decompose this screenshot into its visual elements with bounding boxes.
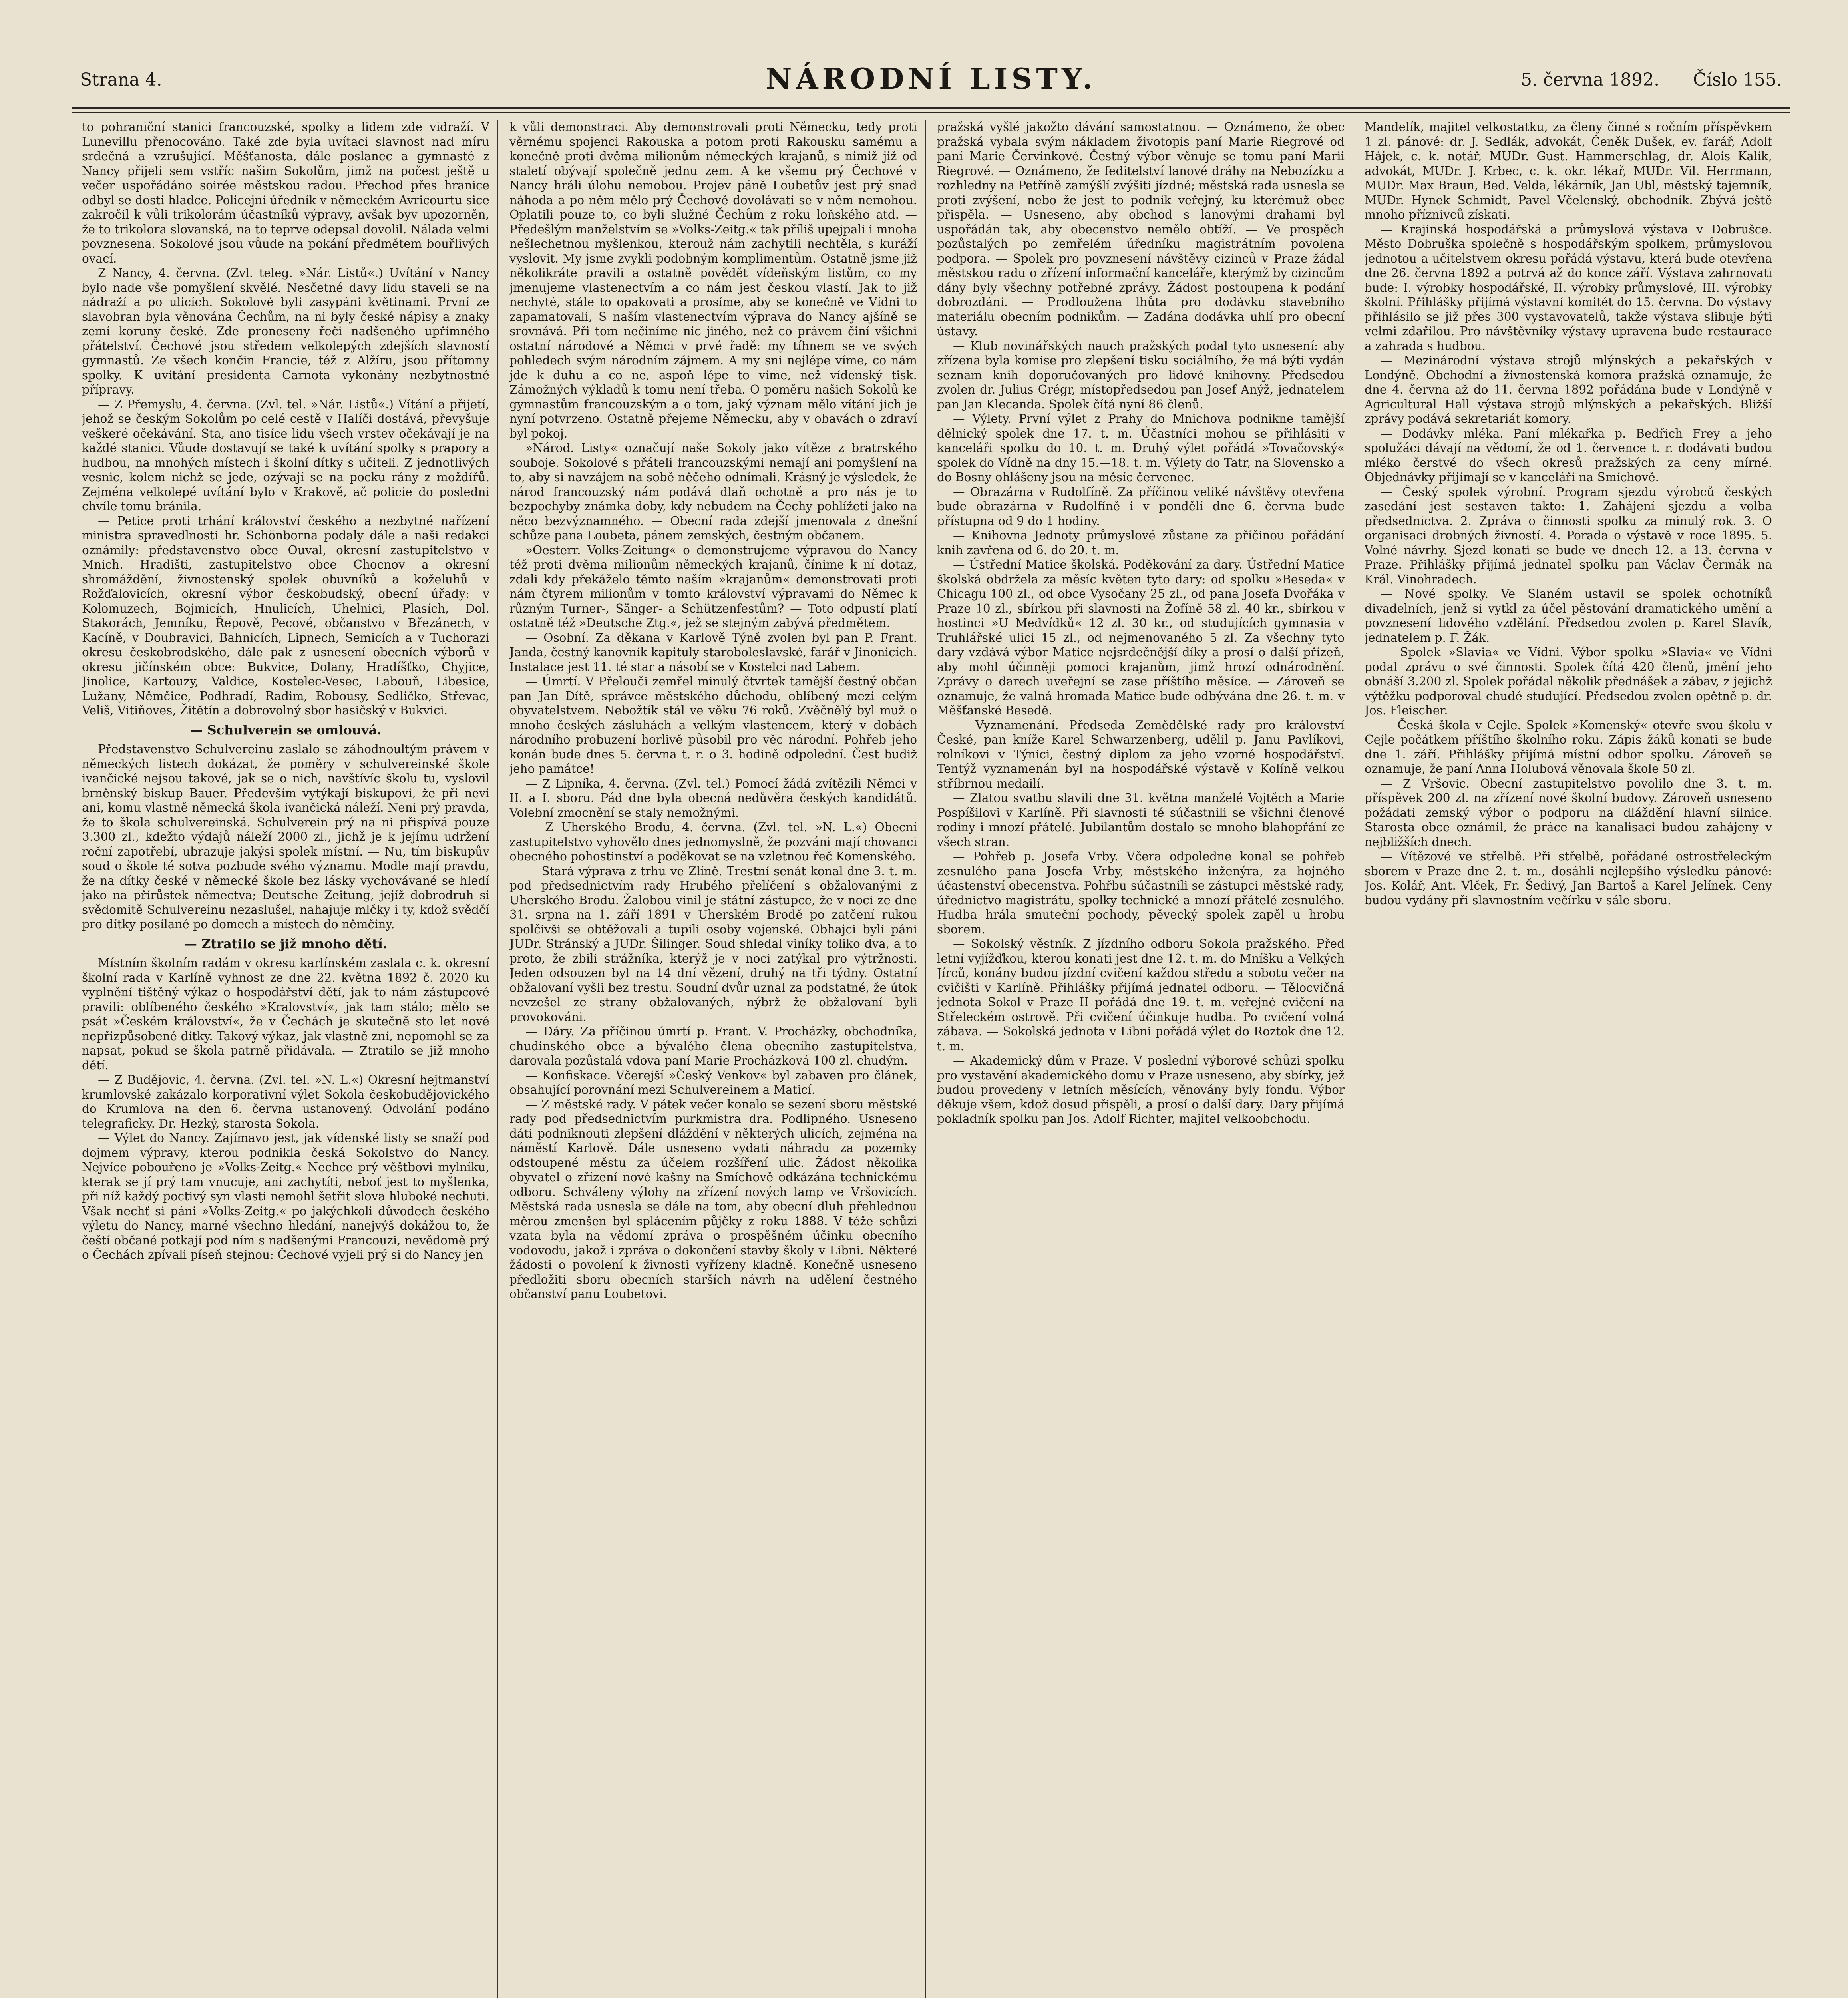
- issue-date: 5. června 1892.: [1521, 70, 1660, 90]
- masthead-title: NÁRODNÍ LISTY.: [765, 62, 1097, 96]
- article-paragraph: — Pohřeb p. Josefa Vrby. Včera odpoledne konal se pohřeb zesnulého pana Josefa Vrby, městského inženýra, za hojného účastenství obecenstva. Pohřbu súčastnili se zástupci městské rady, úřednictvo magistrátu, spolky technické a mnozí přátelé zesnulého. Hudba hrála smuteční pochody, pěvecký spolek zapěl u hrobu sborem.: [937, 850, 1345, 936]
- article-paragraph: k vůli demonstraci. Aby demonstrovali proti Německu, tedy proti věrnému spojenci Rakouska a potom proti Rakousku samému a konečně proti dvěma milionům německých krajanů, s nimiž již od staletí obývají společně jednu zem. A ke všemu prý Čechové v Nancy hráli úlohu nemobou. Projev páně Loubetův jest prý snad náhoda a po něm mělo prý Čechově dovolávati se v něm nemohou. Oplatili pouze to, co byli služné Čechům z roku loňského atd. — Předešlým manželstvím se »Volks-Zeitg.« tak příliš upejpali i mnoha nešlechetnou myšlenkou, kterouž nám zachytili nechtěla, s kuráží vyslovit. My jsme zvykli podobným komplimentům. Ostatně jsme již několikráte pravili a ostatně povědět vídeňským listům, co my jmenujeme vlastenectvím a co nám jest českou vlastí. Jak to již nechyté, stále to opakovati a prosíme, aby se konečně ve Vídni to zapamatovali, S naším vlastenectvím výprava do Nancy ajšíně se srovnává. Při tom nečiníme nic jiného, než co právem činí všichni ostatní národové a Němci v prvé řadě: my tíhnem se ve svých pohledech svým národním zájmem. A my sni nejlépe víme, co nám jde k duhu a co ne, aspoň lépe to víme, než vídenský tisk. Zámožných výkladů k tomu není třeba. O poměru našich Sokolů ke gymnastům francouzským a o tom, jaký význam mělo vítání jich je nyní potvrzeno. Ostatně přejeme Německu, aby v obavách o zdraví byl pokoj.: [509, 120, 917, 440]
- article-paragraph: — Dáry. Za příčinou úmrtí p. Frant. V. Procházky, obchodníka, chudinského obce a bývalého člena obecního zastupitelstva, darovala pozůstalá vdova paní Marie Procházková 100 zl. chudým.: [509, 1025, 917, 1067]
- article-paragraph: — Stará výprava z trhu ve Zlíně. Trestní senát konal dne 3. t. m. pod předsednictvím rady Hrubého přelíčení s obžalovanými z Uherského Brodu. Žalobou vinil je státní zástupce, že v noci ze dne 31. srpna na 1. září 1891 v Uherském Brodě po zatčení rukou spolčivši se obtěžovali a tupili osoby vojenské. Obhajci byli páni JUDr. Stránský a JUDr. Šilinger. Soud shledal viníky toliko dva, a to proto, že zbili strážníka, kterýž je v noci zatýkal pro výtržnosti. Jeden odsouzen byl na 14 dní vězení, druhý na tři týdny. Ostatní obžalovaní vyšli bez trestu. Soudní dvůr uznal za podstatné, že útok nevzešel ze strany obžalovaných, nýbrž že obžalovaní byli provokováni.: [509, 864, 917, 1024]
- section-heading: — Ztratilo se již mnoho dětí.: [184, 936, 388, 951]
- article-paragraph: — Z Budějovic, 4. června. (Zvl. tel. »N. L.«) Okresní hejtmanství krumlovské zakázalo korporativní výlet Sokola českobudějovického do Krumlova na den 6. června ustanovený. Odvolání podáno telegraficky. Dr. Hezký, starosta Sokola.: [82, 1073, 489, 1130]
- article-paragraph: to pohraniční stanici francouzské, spolky a lidem zde vidraží. V Lunevillu přenocováno. Také zde byla uvítaci slavnost nad míru srdečná a vzrušující. Měšťanosta, dále poslanec a gymnasté z Nancy přijeli sem vstříc našim Sokolům, jimž na počest ještě u večer uspořádáno soirée městskou radou. Přechod přes hranice odbyl se dosti hladce. Policejní úředník v německém Avricourtu sice zakročil k vůli trikolorám účastníků výpravy, avšak byv upozorněn, že to trikolora slovanská, na to teprve odepsal dovolil. Nálada velmi povznesena. Sokolové jsou vůude na pokání předmětem bouřlivých ovací.: [82, 120, 489, 265]
- article-paragraph: Místním školním radám v okresu karlínském zaslala c. k. okresní školní rada v Karlíně vyhnost ze dne 22. května 1892 č. 2020 ku vyplnění tištěný výkaz o hospodářství dětí, jak to nám zástupcové pravili: oblíbeného českého »Kralovství«, jak tam stálo; mělo se psát »Českém království«, že v Čechách je skutečně sto let nové nepřizpůsobené dítky. Takový výkaz, jak vlastně zní, nepomohl se za napsat, pokud se škola patrně přidávala. — Ztratilo se již mnoho dětí.: [82, 956, 489, 1072]
- article-paragraph: »Oesterr. Volks-Zeitung« o demonstrujeme výpravou do Nancy též proti dvěma milionům německých krajanů, čínime k ní dotaz, zdali kdy překáželo těmto naším »krajanům« demonstrovati proti nám čtyrem milionům v tomto království výpravami do Němec k různým Turner-, Sänger- a Schützenfestům? — Toto odpustí platí ostatně též »Deutsche Ztg.«, jež se stejným zabývá předmětem.: [509, 543, 917, 630]
- article-paragraph: Představenstvo Schulvereinu zaslalo se záhodnoultým právem v německých listech dokázat, že poměry v schulvereinské škole ivančické nejsou takové, jak se o nich, navštívíc školu tu, vyslovil brněnský biskup Bauer. Především vytýkají biskupovi, že při nevi ani, komu vlastně německá škola ivančická náleží. Neni prý pravda, že to škola schulvereinská. Schulverein prý na ni přispívá pouze 3.300 zl., kdežto výdajů náleží 2000 zl., jichž je k jejímu udržení roční zapotřebí, ubrazuje jakýsi spolek místní. — Nu, tím biskupův soud o škole té sotva pozbude svého významu. Modle mají pravdu, že na dítky české v německé škole bez lásky vychovávané se hledí jako na přírůstek němectva; Deutsche Zeitung, jejíž dobrodruh si svědomitě Schulvereinu nezaslušel, nahajuje mlčky i ty, kdož svědčí pro dítky posílané po domech a místech do němčiny.: [82, 742, 489, 931]
- article-paragraph: — Krajinská hospodářská a průmyslová výstava v Dobrušce. Město Dobruška společně s hospodářským spolkem, průmyslovou jednotou a učitelstvem okresu pořádá výstavu, která bude otevřena dne 26. června 1892 a potrvá až do konce září. Výstava zahrnovati bude: I. výrobky hospodářské, II. výrobky průmyslové, III. výrobky školní. Přihlášky přijímá výstavní komitét do 15. června. Do výstavy přihlásilo se již přes 300 vystavovatelů, takže výstava slibuje býti velmi zdařilou. Pro návštěvníky výstavy upravena bude restaurace a zahrada s hudbou.: [1365, 222, 1772, 353]
- issue-number: Číslo 155.: [1693, 70, 1782, 90]
- article-paragraph: — Dodávky mléka. Paní mlékařka p. Bedřich Frey a jeho spolužáci dávají na vědomí, že od 1. července t. r. dodávati budou mléko čerstvé do všech okresů pražských za ceny mírné. Objednávky přijímají se v kanceláři na Smíchově.: [1365, 426, 1772, 484]
- article-paragraph: — Zlatou svatbu slavili dne 31. května manželé Vojtěch a Marie Pospíšilovi v Karlíně. Při slavnosti té súčastnili se všichni členové rodiny i mnozí přátelé. Jubilantům dostalo se mnoho blahopřání ze všech stran.: [937, 791, 1345, 849]
- article-column-3: [937, 120, 1345, 1998]
- article-paragraph: — Osobní. Za děkana v Karlově Týně zvolen byl pan P. Frant. Janda, čestný kanovník kapituly staroboleslavské, farář v Jinonicích. Instalace jest 11. té star a násobí se v Kostelci nad Labem.: [509, 631, 917, 674]
- article-paragraph: — Obrazárna v Rudolfíně. Za příčinou veliké návštěvy otevřena bude obrazárna v Rudolfíně i v pondělí dne 6. června bude přístupna od 9 do 1 hodiny.: [937, 485, 1345, 528]
- article-paragraph: Z Nancy, 4. června. (Zvl. teleg. »Nár. Listů«.) Uvítání v Nancy bylo nade vše pomyšlení skvělé. Nesčetné davy lidu staveli se na nádraží a po ulicích. Sokolové byli zasypáni květinami. První ze slavobran byla věnována Čechům, na ni byly české nápisy a znaky zemí koruny české. Zde proneseny řeči nadšeného upřímného přátelství. Čechové jsou středem velkolepých zdejších slavností gymnastů. Ze všech končin Francie, též z Alžíru, jsou přítomny spolky. K uvítání presidenta Carnota vykonány nezbytnostné přípravy.: [82, 266, 489, 396]
- section-heading: — Schulverein se omlouvá.: [190, 722, 382, 738]
- column-divider: [925, 120, 926, 1998]
- article-paragraph: — Vítězové ve střelbě. Při střelbě, pořádané ostrostřeleckým sborem v Praze dne 2. t. m., dosáhli nejlepšího výsledku pánové: Jos. Kolář, Ant. Vlček, Fr. Šedivý, Jan Bartoš a Karel Jelínek. Ceny budou vydány při slavnostním večírku v sále sboru.: [1365, 850, 1772, 907]
- article-paragraph: — Konfiskace. Včerejší »Český Venkov« byl zabaven pro článek, obsahující porovnání mezi Schulvereinem a Maticí.: [509, 1068, 917, 1097]
- article-paragraph: — Spolek »Slavia« ve Vídni. Výbor spolku »Slavia« ve Vídni podal zprávu o své činnosti. Spolek čítá 420 členů, jmění jeho obnáší 3.200 zl. Spolek pořádal několik přednášek a zábav, z jejichž výtěžku podporoval chudé studující. Předsedou zvolen opětně p. dr. Jos. Fleischer.: [1365, 645, 1772, 717]
- article-paragraph: — Vyznamenání. Předseda Zemědělské rady pro království České, pan kníže Karel Schwarzenberg, udělil p. Janu Pavlíkovi, rolníkovi v Týnici, čestný diplom za jeho vzorné hospodářství. Tentýž vyznamenán byl na hospodářské výstavě v Kolíně velkou stříbrnou medailí.: [937, 718, 1345, 790]
- article-paragraph: — Z Lipníka, 4. června. (Zvl. tel.) Pomocí žádá zvítězili Němci v II. a I. sboru. Pád dne byla obecná nedůvěra českých kandidátů. Volební zmocnění se staly nemožnými.: [509, 776, 917, 820]
- article-paragraph: Mandelík, majitel velkostatku, za členy činné s ročním příspěvkem 1 zl. pánové: dr. J. Sedlák, advokát, Čeněk Dušek, ev. farář, Adolf Hájek, c. k. notář, MUDr. Gust. Hammerschlag, dr. Alois Kalík, advokát, MUDr. J. Krbec, c. k. okr. lékař, MUDr. Vil. Herrmann, MUDr. Max Braun, Bed. Velda, lékárník, Jan Ubl, městský tajemník, MUDr. Hynek Schmidt, Pavel Včelenský, obchodník. Zbývá ještě mnoho příznivců získati.: [1365, 120, 1772, 221]
- article-column-2: [509, 120, 917, 1998]
- article-paragraph: — Z Uherského Brodu, 4. června. (Zvl. tel. »N. L.«) Obecní zastupitelstvo vyhovělo dnes jednomyslně, že pozváni mají chovanci obecného pohostinství a poděkovat se na vzletnou řeč Komenského.: [509, 820, 917, 863]
- page-header: [72, 60, 1790, 104]
- article-paragraph: — Mezinárodní výstava strojů mlýnských a pekařských v Londýně. Obchodní a živnostenská komora pražská oznamuje, že dne 4. června až do 11. června 1892 pořádána bude v Londýně v Agricultural Hall výstava strojů mlýnských a pekařských. Bližší zprávy podává sekretariát komory.: [1365, 354, 1772, 426]
- article-paragraph: — Nové spolky. Ve Slaném ustavil se spolek ochotníků divadelních, jenž si vytkl za účel pěstování dramatického umění a povznesení lidového vzdělání. Předsedou zvolen p. Karel Slavík, jednatelem p. F. Žák.: [1365, 587, 1772, 645]
- article-paragraph: — Výlety. První výlet z Prahy do Mnichova podnikne tamější dělnický spolek dne 17. t. m. Účastníci mohou se přihlásiti v kanceláři spolku do 10. t. m. Druhý výlet pořádá »Tovačovský« spolek do Vídně na dny 15.—18. t. m. Výlety do Tatr, na Slovensko a do Bosny ohlášeny jsou na měsíc červenec.: [937, 412, 1345, 484]
- article-paragraph: pražská vyšlé jakožto dávání samostatnou. — Oznámeno, že obec pražská vybala svým nákladem životopis paní Marie Riegrové od paní Marie Červinkové. Čestný výbor věnuje se tomu paní Marii Riegrové. — Oznámeno, že feditelství lanové dráhy na Nebozízku a rozhledny na Petříně zamýšlí zvýšiti jízdné; městská rada usnesla se proti zvýšení, nebo že jest to podnik veřejný, ku kterémuž obec přispěla. — Usneseno, aby obchod s lanovými drahami byl uspořádán tak, aby obecenstvo nemělo obtíží. — Ve prospěch pozůstalých po zemřelém úředníku magistrátním povolena podpora. — Spolek pro povznesení návštěvy cizinců v Praze žádal městskou radu o zřízení informační kanceláře, kterýmž by cizincům dány byly všechny potřebné zprávy. Žádost postoupena k podání dobrozdání. — Prodloužena lhůta pro dodávku stavebního materiálu obecním podnikům. — Zadána dodávka uhlí pro obecní ústavy.: [937, 120, 1345, 338]
- article-paragraph: — Z Vršovic. Obecní zastupitelstvo povolilo dne 3. t. m. příspěvek 200 zl. na zřízení nové školní budovy. Zároveň usneseno požádati zemský výbor o podporu na dláždění hlavní silnice. Starosta obce oznámil, že práce na kanalisaci budou zahájeny v nejbližších dnech.: [1365, 776, 1772, 849]
- article-paragraph: — Ústřední Matice školská. Poděkování za dary. Ústřední Matice školská obdržela za měsíc květen tyto dary: od spolku »Beseda« v Chicagu 100 zl., od obce Vysočany 25 zl., od pana Josefa Dvořáka v Praze 10 zl., sbírkou při slavnosti na Žofíně 58 zl. 40 kr., sbírkou v hostinci »U Medvídků« 12 zl. 30 kr., od studujících gymnasia v Truhlářské ulici 15 zl., od nejmenovaného 5 zl. Za všechny tyto dary vzdává výbor Matice nejsrdečnější díky a prosí o další přízeň, aby mohl účinněji pomoci krajanům, jimž hrozí odnárodnění. Zprávy o darech uveřejní se zase příštího měsíce. — Zároveň se oznamuje, že valná hromada Matice bude odbývána dne 26. t. m. v Měšťanské Besedě.: [937, 558, 1345, 717]
- page-number: Strana 4.: [80, 70, 162, 90]
- article-paragraph: — Klub novinářských nauch pražských podal tyto usnesení: aby zřízena byla komise pro zlepšení tisku sociálního, že má býti vydán seznam knih doporučovaných pro lidové knihovny. Předsedou zvolen dr. Julius Grégr, místopředsedou pan Josef Anýž, jednatelem pan Jan Klecanda. Spolek čítá nyní 86 členů.: [937, 339, 1345, 411]
- article-column-1: [82, 120, 489, 1998]
- header-rule: [72, 107, 1790, 109]
- article-paragraph: — Výlet do Nancy. Zajímavo jest, jak vídenské listy se snaží pod dojmem výpravy, kterou podnikla česká Sokolstvo do Nancy. Nejvíce pobouřeno je »Volks-Zeitg.« Nechce prý věštbovi mylníku, kterak se jí prý tam vnucuje, ani zachytíti, neboť jest to myšlenka, při níž každý poctivý syn vlasti nemohl šetřit slova hluboké nechuti. Však nechť si páni »Volks-Zeitg.« po jakýchkoli důvodech českého výletu do Nancy, marné všechno hledání, nanejvýš dokážou to, že čeští občané potkají pod ním s nadšenými Francouzi, nevědomě prý o Čechách zpívali píseň stejnou: Čechové vyjeli prý si do Nancy jen: [82, 1131, 489, 1262]
- article-paragraph: — Akademický dům v Praze. V poslední výborové schůzi spolku pro vystavění akademického domu v Praze usneseno, aby sbírky, jež budou provedeny v letních měsících, věnovány byly fondu. Výbor děkuje všem, kdož dosud přispěli, a prosí o další dary. Dary přijímá pokladník spolku pan Jos. Adolf Richter, majitel velkoobchodu.: [937, 1054, 1345, 1126]
- article-paragraph: — Sokolský věstník. Z jízdního odboru Sokola pražského. Před letní vyjížďkou, kterou konati jest dne 12. t. m. do Mníšku a Velkých Jírců, konány budou jízdní cvičení každou středu a sobotu večer na cvičišti v Karlíně. Přihlášky přijímá jednatel odboru. — Tělocvičná jednota Sokol v Praze II pořádá dne 19. t. m. veřejné cvičení na Střeleckém ostrově. Při cvičení účinkuje hudba. Po cvičení volná zábava. — Sokolská jednota v Libni pořádá výlet do Roztok dne 12. t. m.: [937, 937, 1345, 1053]
- article-paragraph: — Z městské rady. V pátek večer konalo se sezení sboru městské rady pod předsednictvím purkmistra dra. Podlipného. Usneseno dáti podniknouti zlepšení dláždění v některých ulicích, zejména na náměstí Karlově. Dále usneseno vydati náhradu za pozemky odstoupené městu za účelem rozšíření ulic. Žádost několika obyvatel o zřízení nové kašny na Smíchově odkázána technickému odboru. Schváleny výlohy na zřízení nových lamp ve Vršovicích. Městská rada usnesla se dále na tom, aby obecní dluh přehlednou měrou zmenšen byl splácením půjčky z roku 1888. V téže schůzi vzata byla na vědomí zpráva o prospěšném účinku obecního vodovodu, jakož i zpráva o dokončení stavby školy v Libni. Některé žádosti o povolení k živnosti vyřízeny kladně. Konečně usneseno předložiti sboru obecních starších návrh na udělení čestného občanství panu Loubetovi.: [509, 1097, 917, 1301]
- article-paragraph: — Úmrtí. V Přelouči zemřel minulý čtvrtek tamější čestný občan pan Jan Dítě, správce městského důchodu, oblíbený mezi celým obyvatelstvem. Nebožtík stál ve věku 76 roků. Zvěčnělý byl muž o mnoho českých zásluhách a velkým vlastencem, který v dobách národního probuzení horlivě působil pro věc národní. Pohřeb jeho konán bude dnes 5. června t. r. o 3. hodině odpolední. Čest budiž jeho památce!: [509, 675, 917, 776]
- article-paragraph: — Petice proti trhání království českého a nezbytné nařízení ministra spravedlnosti hr. Schönborna podaly dále a naši redakci oznámily: představenstvo obce Ouval, okresní zastupitelstvo v Mnich. Hradišti, zastupitelstvo obce Chocnov a okresní shromáždění, živnostenský spolek obuvníků a koželuhů v Rožďalovicích, okresní výbor českobudský, obecní úřady: v Kolomuzech, Bojmicích, Hnulicích, Uhelnici, Plasích, Dol. Stakorách, Jemníku, Řepově, Pecové, občanstvo v Březánech, v Kacíně, v Doubravici, Bahnicích, Lipnech, Semicích a v Tuchorazi okresu českobrodského, dále pak z usnesení obecních výborů v okresu jičínském obce: Bukvice, Dolany, Hradíšťko, Chyjice, Jinolice, Kartouzy, Valdice, Kostelec-Vesec, Labouň, Libesice, Lužany, Němčice, Podhradí, Radim, Robousy, Sedličko, Střevac, Veliš, Vitiňoves, Žitětín a dobrovolný sbor hasičský v Bukvici.: [82, 514, 489, 717]
- article-column-4: [1365, 120, 1772, 1998]
- article-paragraph: »Národ. Listy« označují naše Sokoly jako vítěze z bratrského souboje. Sokolové s přáteli francouzskými nemají ani pomyšlení na to, aby si navzájem na sobě něčeho odnímali. Krásný je výsledek, že národ francouzský nám podává dlaň ochotně a pro nás je to bezpochyby známka doby, kdy nebudem na Čechy pohlížeti jako na něco bezvýznamného. — Obecní rada zdejší jmenovala z dnešní schůze pana Loubeta, pánem zemských, čestným občanem.: [509, 441, 917, 542]
- article-paragraph: — Z Přemyslu, 4. června. (Zvl. tel. »Nár. Listů«.) Vítání a přijetí, jehož se českým Sokolům po celé cestě v Halíči dostává, převyšuje veškeré očekávání. Sta, ano tisíce lidu všech vrstev očekávají je na každé stanici. Vůude dostavují se také k uvítání spolky s prapory a hudbou, na mnohých místech i školní dítky s učiteli. Z jednotlivých vesnic, kolem nichž se jede, ozývají se na pocku rány z moždířů. Zejména velkolepé uvítání bylo v Krakově, ač policie do posledni chvíle tomu bránila.: [82, 397, 489, 513]
- issue-info: [1521, 70, 1782, 90]
- article-paragraph: — Český spolek výrobní. Program sjezdu výrobců českých zasedání jest sestaven takto: 1. Zahájení sjezdu a volba předsednictva. 2. Zpráva o činnosti spolku za minulý rok. 3. O organisaci drobných živností. 4. Porada o výstavě v roce 1895. 5. Volné návrhy. Sjezd konati se bude ve dnech 12. a 13. června v Praze. Přihlášky přijímá jednatel spolku pan Václav Čermák na Král. Vinohradech.: [1365, 485, 1772, 586]
- column-divider: [497, 120, 498, 1998]
- article-paragraph: — Knihovna Jednoty průmyslové zůstane za příčinou pořádání knih zavřena od 6. do 20. t. m.: [937, 529, 1345, 557]
- header-rule-thin: [72, 112, 1790, 113]
- article-paragraph: — Česká škola v Cejle. Spolek »Komenský« otevře svou školu v Cejle počátkem příštího školního roku. Zápis žáků konati se bude dne 1. září. Přihlášky přijímá místní odbor spolku. Zároveň se oznamuje, že paní Anna Holubová věnovala škole 50 zl.: [1365, 718, 1772, 776]
